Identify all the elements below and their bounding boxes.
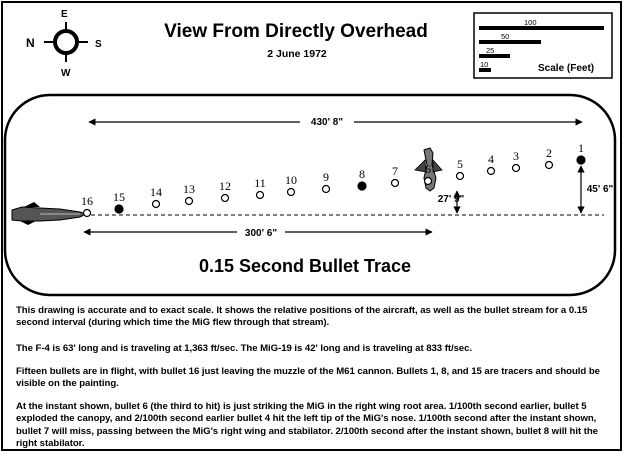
bullet-marker bbox=[546, 162, 553, 169]
date-label: 2 June 1972 bbox=[267, 48, 327, 60]
bullet-number-label: 6 bbox=[425, 162, 431, 176]
compass-east-label: E bbox=[61, 9, 68, 20]
bullet-number-label: 16 bbox=[81, 194, 93, 208]
description-paragraph: This drawing is accurate and to exact scale. It shows the relative positions of the aircraft, as well as the bullet stream for a 0.15 second interval (during which time the MiG flew through that stream). bbox=[16, 305, 588, 329]
description-paragraph: The F-4 is 63' long and is traveling at 1,363 ft/sec. The MiG-19 is 42' long and is traveling at 833 ft/sec. bbox=[16, 343, 473, 354]
bullet-marker bbox=[153, 201, 160, 208]
scale-bar-50 bbox=[479, 40, 541, 44]
tracer-bullet-marker bbox=[577, 156, 585, 164]
trace-title: 0.15 Second Bullet Trace bbox=[198, 256, 412, 276]
bullet-marker bbox=[288, 189, 295, 196]
offset-dimension-label: 45' 6" bbox=[586, 184, 614, 195]
bullet-number-label: 8 bbox=[359, 167, 365, 181]
muzzle-span-dimension-label: 300' 6" bbox=[244, 228, 278, 239]
description-paragraph: At the instant shown, bullet 6 (the third to hit) is just striking the MiG in the right wing root area. 1/100th second earlier, bullet 5 exploded the canopy, and 2/100th second earlier bullet 4 hit the left tip of the MiG's nose. 1/100th second after the instant shown, bullet 7 will miss, passing between the MiG's right wing and stabilator. 2/100th second after the instant shown, bullet 8 will hit the right stabilator. bbox=[16, 401, 598, 450]
bullet-marker bbox=[392, 180, 399, 187]
description-paragraph: Fifteen bullets are in flight, with bullet 16 just leaving the muzzle of the M61 cannon. Bullets 1, 8, and 15 are tracers and should be visible on the painting. bbox=[16, 366, 600, 390]
compass-rose bbox=[26, 9, 102, 79]
bullet-number-label: 1 bbox=[578, 141, 584, 155]
scale-label-100: 100 bbox=[524, 18, 537, 27]
bullet-number-label: 9 bbox=[323, 170, 329, 184]
bullet-number-label: 10 bbox=[285, 173, 297, 187]
bullet-stream bbox=[81, 141, 585, 217]
tracer-bullet-marker bbox=[115, 205, 123, 213]
bullet-marker bbox=[323, 186, 330, 193]
bullet-marker bbox=[457, 173, 464, 180]
scale-bar-25 bbox=[479, 54, 510, 58]
bullet-marker bbox=[257, 192, 264, 199]
bullet-marker bbox=[488, 168, 495, 175]
compass-west-label: W bbox=[61, 68, 71, 79]
compass-south-label: S bbox=[95, 39, 102, 50]
scale-bar-100 bbox=[479, 26, 604, 30]
bullet-number-label: 3 bbox=[513, 149, 519, 163]
scale-label-50: 50 bbox=[501, 32, 510, 41]
bullet-number-label: 2 bbox=[546, 146, 552, 160]
bullet-marker bbox=[222, 195, 229, 202]
page-title: View From Directly Overhead bbox=[164, 21, 428, 42]
compass-north-label: N bbox=[26, 36, 35, 50]
scale-caption: Scale (Feet) bbox=[538, 63, 595, 74]
bullet-marker bbox=[513, 165, 520, 172]
bullet-number-label: 11 bbox=[254, 176, 266, 190]
bullet-number-label: 7 bbox=[392, 164, 398, 178]
bullet-marker bbox=[186, 198, 193, 205]
bullet-number-label: 12 bbox=[219, 179, 231, 193]
bullet-number-label: 14 bbox=[150, 185, 162, 199]
bullet-number-label: 15 bbox=[113, 190, 125, 204]
scale-label-10: 10 bbox=[480, 60, 489, 69]
bullet-marker bbox=[84, 210, 91, 217]
tracer-bullet-marker bbox=[358, 182, 366, 190]
bullet-number-label: 13 bbox=[183, 182, 195, 196]
scale-legend bbox=[474, 13, 612, 78]
bullet-number-label: 5 bbox=[457, 157, 463, 171]
f4-aircraft-icon bbox=[12, 202, 86, 225]
scale-label-25: 25 bbox=[486, 46, 495, 55]
span-dimension-label: 430' 8" bbox=[310, 117, 344, 128]
bullet-marker bbox=[425, 178, 432, 185]
bullet-number-label: 4 bbox=[488, 152, 494, 166]
lateral-dimension-label: 27' 9" bbox=[437, 194, 465, 205]
